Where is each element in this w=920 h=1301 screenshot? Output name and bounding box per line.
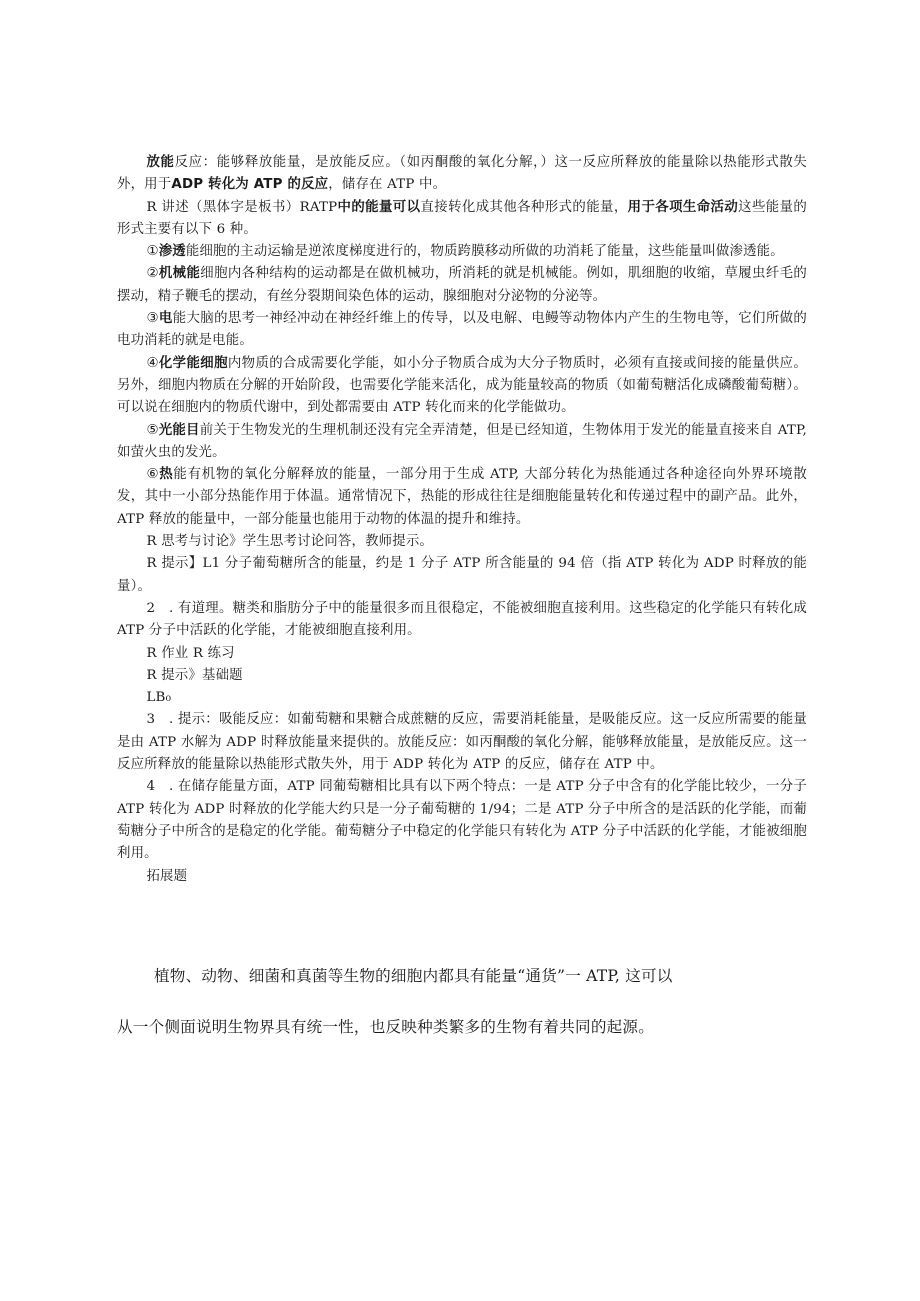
- body-text: [117, 152, 807, 888]
- bold-term: 机械能: [158, 266, 201, 282]
- bold-term: 电: [158, 311, 173, 327]
- paragraph-osmotic-energy: ①渗透能细胞的主动运输是逆浓度梯度进行的，物质跨膜移动所做的功消耗了能量，这些能量叫做渗透能。: [146, 244, 784, 260]
- paragraph-heat-energy: ⑥热能有机物的氧化分解释放的能量，一部分用于生成 ATP, 大部分转化为热能通过各种途径向外界环境散发，其中一小部分热能作用于体温。通常情况下，热能的形成往往是细胞能量转化和传递过程中的副产品。此外，ATP 释放的能量中，一部分能量也能用于动物的体温的提升和维持。: [117, 467, 807, 527]
- paragraph-chemical-energy: ④化学能细胞内物质的合成需要化学能，如小分子物质合成为大分子物质时，必须有直接或间接的能量供应。另外，细胞内物质在分解的开始阶段，也需要化学能来活化，成为能量较高的物质（如葡萄糖活化成磷酸葡萄糖）。可以说在细胞内的物质代谢中，到处都需要由 ATP 转化而来的化学能做功。: [117, 355, 807, 416]
- paragraph-exergonic: 放能反应：能够释放能量，是放能反应。（如丙酮酸的氧化分解，）这一反应所释放的能量除以热能形式散失外，用于ADP 转化为 ATP 的反应，储存在 ATP 中。: [117, 155, 808, 193]
- bold-term: 热: [159, 467, 174, 483]
- bold-term: 中的能量可以: [337, 199, 421, 215]
- paragraph-homework: R 作业 R 练习: [146, 645, 235, 661]
- paragraph-hint-3: 3 . 提示：吸能反应：如葡萄糖和果糖合成蔗糖的反应，需要消耗能量，是吸能反应。这一反应所需要的能量是由 ATP 水解为 ADP 时释放能量来提供的。放能反应：如丙酮酸的氧化分解，能够释放能量，是放能反应。这一反应所释放的能量除以热能形式散失外，用于 ADP 转化为 ATP 的反应，储存在 ATP 中。: [117, 712, 807, 773]
- paragraph-lb: LB₀: [146, 690, 172, 706]
- paragraph-discussion: R 思考与讨论》学生思考讨论问答，教师提示。: [146, 534, 434, 550]
- paragraph-basic-questions: R 提示》基础题: [146, 667, 243, 683]
- bold-term: 用于各项生命活动: [627, 199, 739, 215]
- bold-term: 化学能细胞: [158, 355, 228, 371]
- paragraph-hint-2: 2 . 有道理。糖类和脂肪分子中的能量很多而且很稳定，不能被细胞直接利用。这些稳定的化学能只有转化成 ATP 分子中活跃的化学能，才能被细胞直接利用。: [117, 600, 807, 639]
- paragraph-lecture: R 讲述（黑体字是板书）RATP中的能量可以直接转化成其他各种形式的能量，用于各项生命活动这些能量的形式主要有以下 6 种。: [117, 199, 808, 237]
- closing-line-1: 植物、动物、细菌和真菌等生物的细胞内都具有能量“通货”一 ATP, 这可以: [154, 967, 673, 985]
- paragraph-electric-energy: ③电能大脑的思考一神经冲动在神经纤维上的传导，以及电解、电鳗等动物体内产生的生物电等，它们所做的电功消耗的就是电能。: [117, 311, 807, 349]
- bold-term: 渗透: [158, 244, 186, 260]
- bold-term: ADP 转化为 ATP 的反应: [171, 177, 329, 193]
- bold-term: 光能目: [158, 422, 200, 438]
- bold-term: 放能: [146, 155, 175, 170]
- closing-text: [117, 964, 817, 1039]
- paragraph-hint-1: R 提示】L1 分子葡萄糖所含的能量，约是 1 分子 ATP 所含能量的 94 倍（指 ATP 转化为 ADP 时释放的能量）。: [117, 556, 807, 594]
- paragraph-light-energy: ⑤光能目前关于生物发光的生理机制还没有完全弄清楚，但是已经知道，生物体用于发光的能量直接来自 ATP, 如萤火虫的发光。: [117, 422, 807, 460]
- paragraph-mechanical-energy: ②机械能细胞内各种结构的运动都是在做机械功，所消耗的就是机械能。例如，肌细胞的收缩，草履虫纤毛的摆动，精子鞭毛的摆动，有丝分裂期间染色体的运动，腺细胞对分泌物的分泌等。: [117, 266, 807, 304]
- paragraph-extension: 拓展题: [146, 868, 188, 884]
- closing-line-2: 从一个侧面说明生物界具有统一性，也反映种类繁多的生物有着共同的起源。: [117, 1018, 654, 1036]
- paragraph-hint-4: 4 . 在储存能量方面，ATP 同葡萄糖相比具有以下两个特点：一是 ATP 分子中含有的化学能比较少，一分子 ATP 转化为 ADP 时释放的化学能大约只是一分子葡萄糖的 1/94；二是 ATP 分子中所含的是活跃的化学能，而葡萄糖分子中所含的是稳定的化学能。葡萄糖分子中稳定的化学能只有转化为 ATP 分子中活跃的化学能，才能被细胞利用。: [117, 779, 807, 862]
